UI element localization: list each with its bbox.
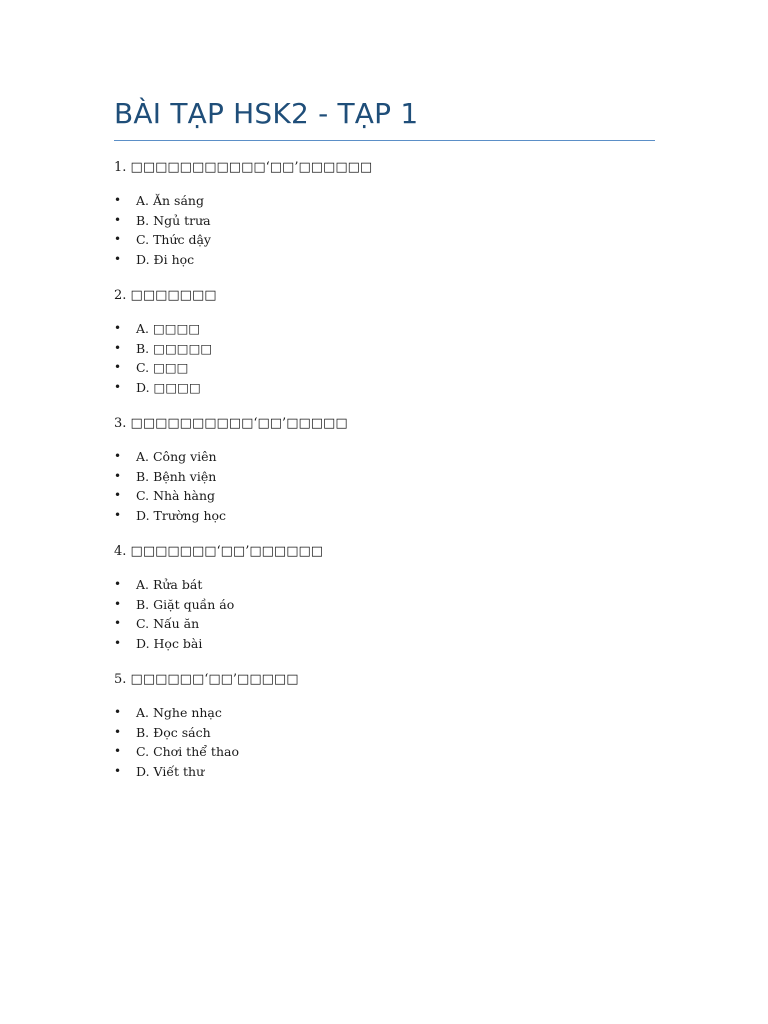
option-item bbox=[114, 634, 655, 654]
option-label: B. □□□□□ bbox=[136, 340, 213, 356]
option-item bbox=[114, 506, 655, 526]
option-list bbox=[114, 575, 655, 653]
option-label: C. Thức dậy bbox=[136, 232, 211, 247]
option-item bbox=[114, 378, 655, 398]
question-2 bbox=[114, 287, 655, 397]
question-3 bbox=[114, 415, 655, 525]
bullet-icon: • bbox=[114, 360, 122, 374]
question-1 bbox=[114, 159, 655, 269]
bullet-icon: • bbox=[114, 468, 122, 483]
option-item bbox=[114, 191, 655, 211]
option-item bbox=[114, 486, 655, 506]
question-5 bbox=[114, 671, 655, 781]
option-item bbox=[114, 467, 655, 487]
option-label: D. Viết thư bbox=[136, 763, 205, 779]
bullet-icon: • bbox=[114, 577, 122, 591]
bullet-icon: • bbox=[114, 724, 122, 739]
option-label: A. Công viên bbox=[136, 449, 217, 464]
option-item bbox=[114, 723, 655, 743]
bullet-icon: • bbox=[114, 507, 122, 522]
option-label: A. Ăn sáng bbox=[136, 193, 204, 208]
option-label: D. Đi học bbox=[136, 251, 195, 267]
option-list bbox=[114, 319, 655, 397]
option-list bbox=[114, 447, 655, 525]
question-text: 4. □□□□□□□‘□□’□□□□□□ bbox=[114, 544, 324, 559]
bullet-icon: • bbox=[114, 616, 122, 630]
option-item bbox=[114, 339, 655, 359]
option-label: A. □□□□ bbox=[136, 321, 201, 336]
option-item bbox=[114, 211, 655, 231]
option-label: B. Giặt quần áo bbox=[136, 596, 235, 612]
option-item bbox=[114, 250, 655, 270]
question-4 bbox=[114, 543, 655, 653]
bullet-icon: • bbox=[114, 321, 122, 335]
option-item bbox=[114, 447, 655, 467]
option-label: C. Chơi thể thao bbox=[136, 744, 239, 759]
bullet-icon: • bbox=[114, 763, 122, 778]
option-label: A. Rửa bát bbox=[136, 577, 203, 592]
bullet-icon: • bbox=[114, 232, 122, 246]
option-list bbox=[114, 191, 655, 269]
option-item bbox=[114, 614, 655, 634]
option-item bbox=[114, 319, 655, 339]
bullet-icon: • bbox=[114, 488, 122, 502]
bullet-icon: • bbox=[114, 596, 122, 611]
bullet-icon: • bbox=[114, 635, 122, 650]
question-text: 2. □□□□□□□ bbox=[114, 288, 217, 303]
question-text: 3. □□□□□□□□□□‘□□’□□□□□ bbox=[114, 416, 348, 431]
bullet-icon: • bbox=[114, 379, 122, 394]
bullet-icon: • bbox=[114, 449, 122, 463]
option-item bbox=[114, 762, 655, 782]
option-label: A. Nghe nhạc bbox=[136, 705, 222, 720]
option-label: C. □□□ bbox=[136, 360, 189, 375]
bullet-icon: • bbox=[114, 705, 122, 719]
document-title: BÀI TẠP HSK2 - TẠP 1 bbox=[114, 96, 655, 141]
option-item bbox=[114, 742, 655, 762]
bullet-icon: • bbox=[114, 193, 122, 207]
option-item bbox=[114, 575, 655, 595]
option-label: B. Đọc sách bbox=[136, 724, 211, 740]
bullet-icon: • bbox=[114, 251, 122, 266]
option-label: B. Ngủ trưa bbox=[136, 212, 211, 228]
option-label: B. Bệnh viện bbox=[136, 468, 217, 484]
option-item bbox=[114, 703, 655, 723]
option-list bbox=[114, 703, 655, 781]
option-label: D. □□□□ bbox=[136, 379, 201, 395]
option-label: C. Nấu ăn bbox=[136, 616, 200, 631]
option-item bbox=[114, 595, 655, 615]
question-text: 1. □□□□□□□□□□□‘□□’□□□□□□ bbox=[114, 160, 373, 175]
option-item bbox=[114, 358, 655, 378]
bullet-icon: • bbox=[114, 212, 122, 227]
bullet-icon: • bbox=[114, 340, 122, 355]
question-text: 5. □□□□□□‘□□’□□□□□ bbox=[114, 672, 299, 687]
document-page bbox=[114, 96, 655, 781]
option-label: C. Nhà hàng bbox=[136, 488, 216, 503]
bullet-icon: • bbox=[114, 744, 122, 758]
option-item bbox=[114, 230, 655, 250]
option-label: D. Trường học bbox=[136, 507, 227, 523]
option-label: D. Học bài bbox=[136, 635, 203, 651]
